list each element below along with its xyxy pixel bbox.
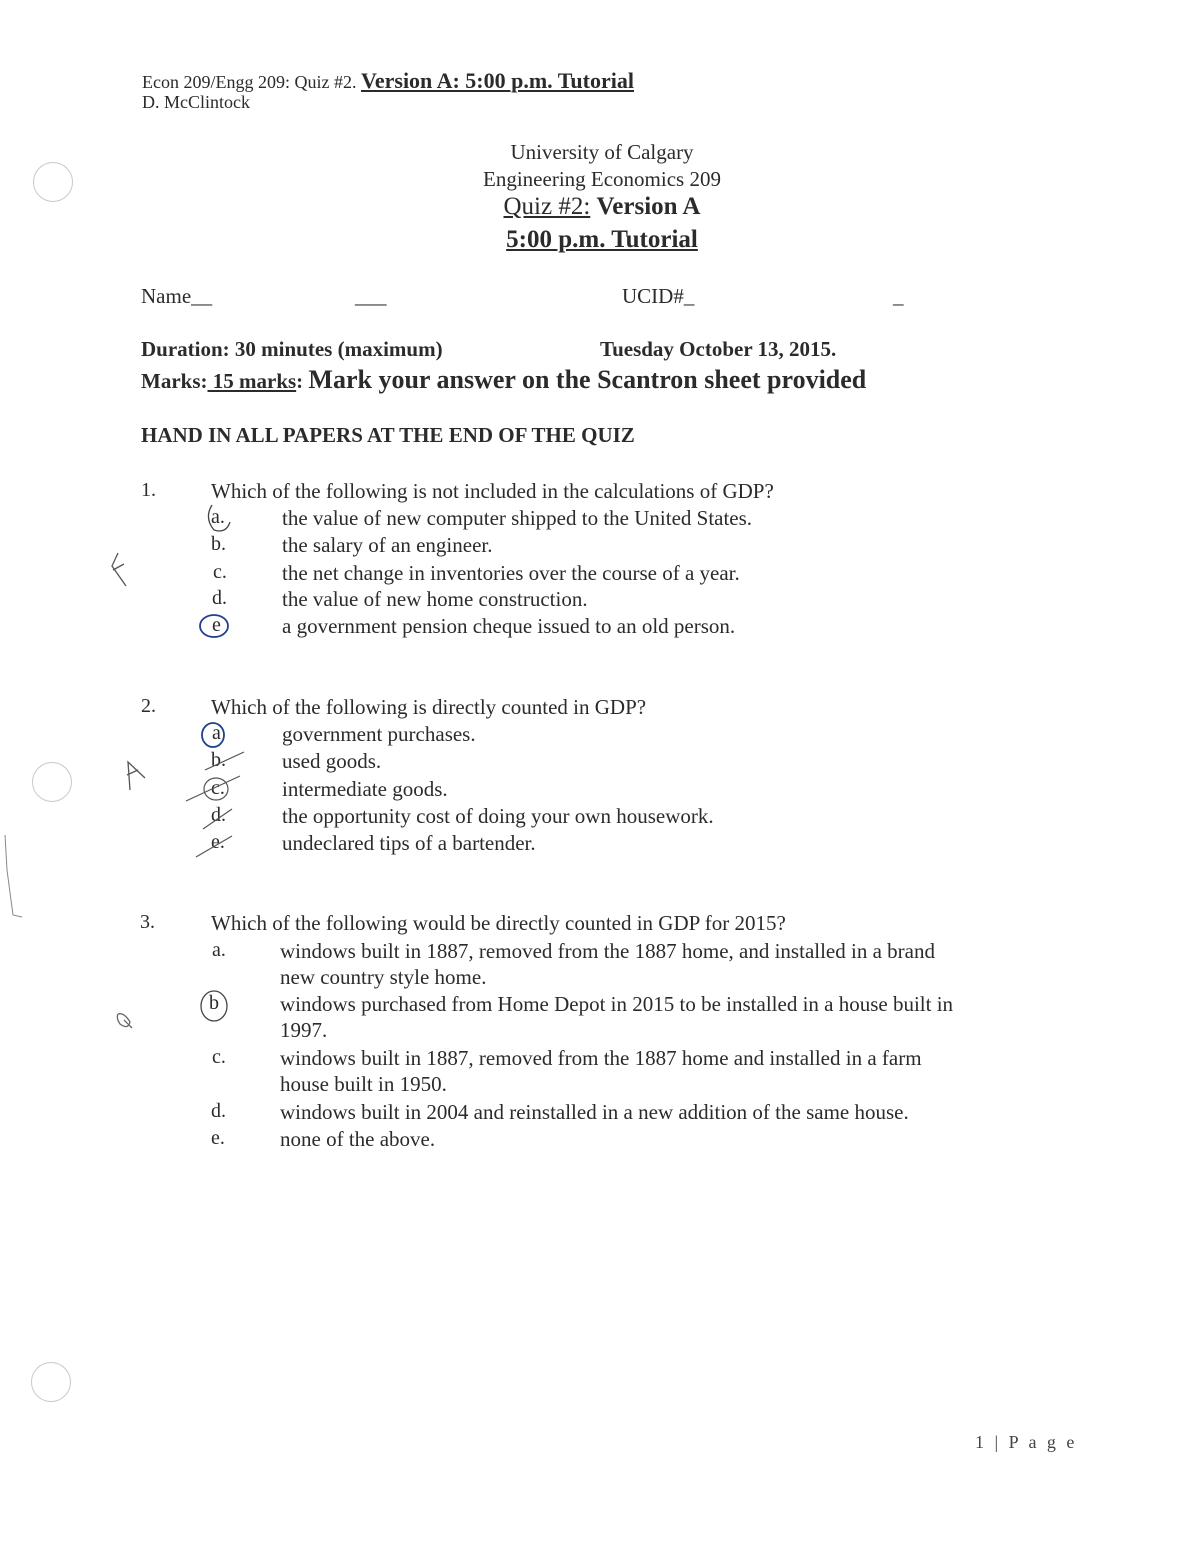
q1-option-b-label: b.	[211, 533, 226, 555]
q3-b-circle-mark	[201, 991, 227, 1021]
q1-option-b-text: the salary of an engineer.	[282, 533, 493, 557]
question-3-number: 3.	[140, 911, 155, 933]
q3-margin-answer-mark	[117, 1014, 132, 1028]
question-2-text: Which of the following is directly counted in GDP?	[211, 695, 647, 719]
duration: Duration: 30 minutes (maximum)	[141, 337, 443, 361]
q2-option-d-label: d.	[211, 804, 226, 826]
q1-option-a-label: a.	[211, 506, 225, 528]
q3-option-c-line1: windows built in 1887, removed from the 1887 home and installed in a farm	[280, 1046, 922, 1070]
q1-margin-answer-mark	[112, 553, 126, 586]
university-title: University of Calgary	[510, 140, 694, 164]
instructor: D. McClintock	[142, 92, 250, 112]
q3-option-b-label: b	[209, 992, 219, 1014]
name-field-blank: ___	[355, 284, 387, 308]
q3-option-a-label: a.	[212, 939, 226, 961]
q2-crossout-marks	[186, 752, 244, 857]
q2-option-a-label: a	[212, 722, 221, 744]
marks-colon: :	[296, 369, 304, 393]
question-2-number: 2.	[141, 695, 156, 717]
course-line: Econ 209/Engg 209: Quiz #2.	[142, 72, 357, 92]
q3-option-b-line1: windows purchased from Home Depot in 2015 to be installed in a house built in	[280, 992, 954, 1016]
q2-option-b-label: b.	[211, 749, 226, 771]
page-number: 1 | P a g e	[975, 1432, 1078, 1452]
q2-option-e-text: undeclared tips of a bartender.	[282, 831, 536, 855]
q3-option-c-label: c.	[212, 1046, 226, 1068]
version-line: Version A: 5:00 p.m. Tutorial	[360, 68, 634, 93]
q2-option-d-text: the opportunity cost of doing your own housework.	[282, 804, 714, 828]
q1-option-c-text: the net change in inventories over the course of a year.	[282, 561, 740, 585]
quiz-version: Version A	[596, 193, 701, 220]
q3-option-c-line2: house built in 1950.	[280, 1072, 447, 1096]
q3-option-d-text: windows built in 2004 and reinstalled in a new addition of the same house.	[280, 1100, 909, 1124]
tutorial-title: 5:00 p.m. Tutorial	[506, 226, 698, 253]
ucid-field-blank: _	[893, 284, 904, 308]
course-title: Engineering Economics 209	[483, 167, 721, 191]
q1-option-c-label: c.	[213, 561, 227, 583]
hand-in-notice: HAND IN ALL PAPERS AT THE END OF THE QUIZ	[141, 423, 635, 447]
q2-option-b-text: used goods.	[282, 749, 382, 773]
q1-option-e-text: a government pension cheque issued to an old person.	[282, 614, 736, 638]
q1-a-partial-circle-mark	[208, 505, 230, 531]
q2-option-e-label: e.	[211, 831, 225, 853]
q2-a-circle-mark	[202, 723, 224, 747]
question-1-number: 1.	[141, 479, 156, 501]
q1-option-a-text: the value of new computer shipped to the United States.	[282, 506, 753, 530]
marks-value: 15 marks	[207, 369, 297, 393]
q1-option-d-label: d.	[212, 587, 227, 609]
question-3-text: Which of the following would be directly counted in GDP for 2015?	[211, 911, 786, 935]
ucid-field-label: UCID#_	[622, 284, 695, 308]
q3-option-e-label: e.	[211, 1127, 225, 1149]
question-1-text: Which of the following is not included in the calculations of GDP?	[211, 479, 774, 503]
quiz-date: Tuesday October 13, 2015.	[600, 337, 837, 361]
q3-option-a-line1: windows built in 1887, removed from the 1887 home, and installed in a brand	[280, 939, 935, 963]
q3-option-e-text: none of the above.	[280, 1127, 436, 1151]
q1-option-e-label: e	[212, 614, 221, 636]
q1-e-circle-mark	[200, 615, 228, 637]
scantron-instruction: Mark your answer on the Scantron sheet provided	[308, 365, 867, 394]
q3-option-a-line2: new country style home.	[280, 965, 487, 989]
q2-option-a-text: government purchases.	[282, 722, 476, 746]
q2-margin-answer-mark	[127, 762, 145, 790]
name-field-label: Name__	[141, 284, 213, 308]
q2-option-c-text: intermediate goods.	[282, 777, 448, 801]
q2-option-c-label: c.	[211, 777, 225, 799]
marks-label: Marks:	[141, 369, 208, 393]
q3-option-b-line2: 1997.	[280, 1018, 328, 1042]
quiz-label: Quiz #2:	[503, 193, 591, 220]
q3-option-d-label: d.	[211, 1100, 226, 1122]
q2-c-circle-mark	[204, 778, 228, 800]
margin-scan-line	[5, 835, 22, 917]
q1-option-d-text: the value of new home construction.	[282, 587, 588, 611]
